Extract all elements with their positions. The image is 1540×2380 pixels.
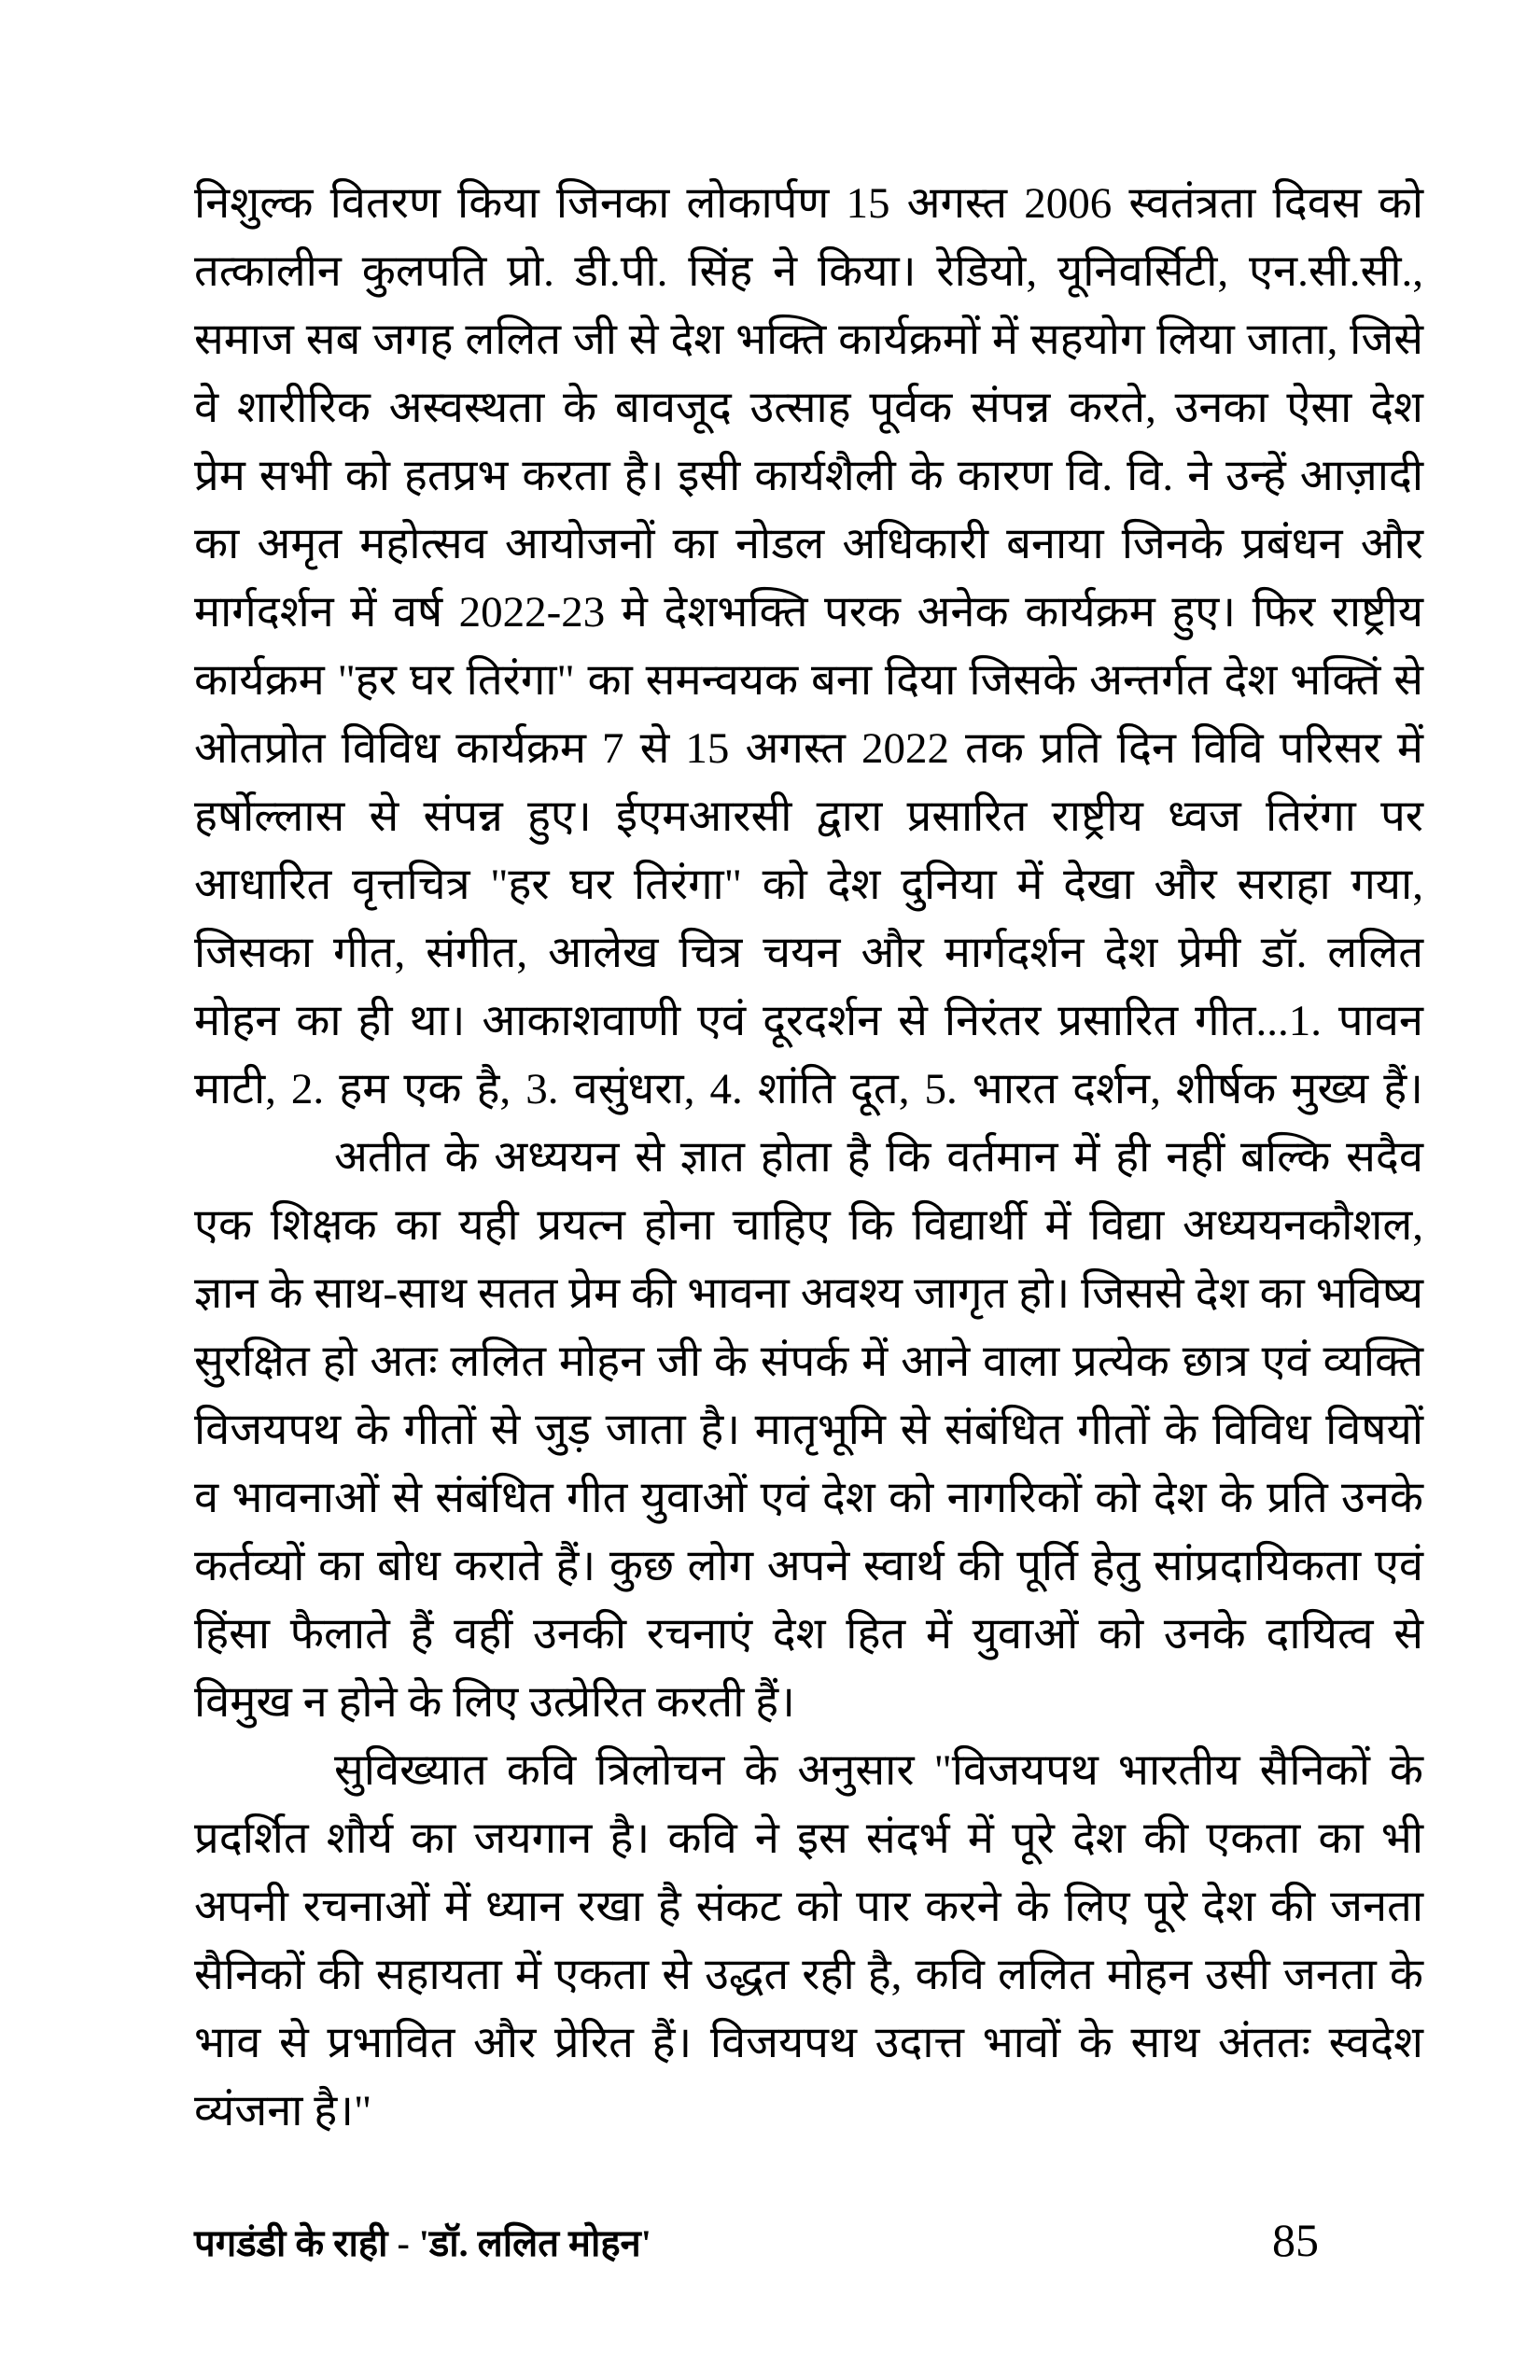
text-line: जिसका गीत, संगीत, आलेख चित्र चयन और मार्गदर्शन देश प्रेमी डॉ. ललित — [194, 929, 1423, 977]
text-line: सुरक्षित हो अतः ललित मोहन जी के संपर्क में आने वाला प्रत्येक छात्र एवं व्यक्ति — [194, 1337, 1423, 1386]
text-line: तत्कालीन कुलपति प्रो. डी.पी. सिंह ने किया। रेडियो, यूनिवर्सिटी, एन.सी.सी., — [194, 247, 1423, 296]
text-line: निशुल्क वितरण किया जिनका लोकार्पण 15 अगस्त 2006 स्वतंत्रता दिवस को — [194, 179, 1423, 228]
text-line: सुविख्यात कवि त्रिलोचन के अनुसार "विजयपथ भारतीय सैनिकों के — [334, 1746, 1423, 1795]
text-line: विमुख न होने के लिए उत्प्रेरित करती हैं। — [194, 1678, 795, 1727]
text-line: मोहन का ही था। आकाशवाणी एवं दूरदर्शन से निरंतर प्रसारित गीत...1. पावन — [194, 997, 1423, 1045]
text-line: माटी, 2. हम एक है, 3. वसुंधरा, 4. शांति दूत, 5. भारत दर्शन, शीर्षक मुख्य हैं। — [194, 1065, 1423, 1113]
text-line: एक शिक्षक का यही प्रयत्न होना चाहिए कि विद्यार्थी में विद्या अध्ययनकौशल, — [194, 1201, 1423, 1250]
text-line: सैनिकों की सहायता में एकता से उद्धत रही है, कवि ललित मोहन उसी जनता के — [194, 1951, 1423, 1999]
text-line: मार्गदर्शन में वर्ष 2022-23 मे देशभक्ति परक अनेक कार्यक्रम हुए। फिर राष्ट्रीय — [194, 588, 1423, 637]
text-line: कर्तव्यों का बोध कराते हैं। कुछ लोग अपने स्वार्थ की पूर्ति हेतु सांप्रदायिकता एवं — [194, 1542, 1423, 1590]
text-line: हिंसा फैलाते हैं वहीं उनकी रचनाएं देश हित में युवाओं को उनके दायित्व से — [194, 1610, 1423, 1659]
paragraph-2 — [194, 1124, 1423, 1737]
text-line: प्रदर्शित शौर्य का जयगान है। कवि ने इस संदर्भ में पूरे देश की एकता का भी — [194, 1814, 1423, 1863]
text-line: अपनी रचनाओं में ध्यान रखा है संकट को पार करने के लिए पूरे देश की जनता — [194, 1883, 1423, 1931]
text-line: भाव से प्रभावित और प्रेरित हैं। विजयपथ उदात्त भावों के साथ अंततः स्वदेश — [194, 2019, 1423, 2067]
text-line: कार्यक्रम "हर घर तिरंगा" का समन्वयक बना दिया जिसके अन्तर्गत देश भक्तिं से — [194, 656, 1423, 705]
page-footer — [194, 2214, 1423, 2266]
text-line: विजयपथ के गीतों से जुड़ जाता है। मातृभूमि से संबंधित गीतों के विविध विषयों — [194, 1406, 1423, 1454]
text-line: अतीत के अध्ययन से ज्ञात होता है कि वर्तमान में ही नहीं बल्कि सदैव — [334, 1133, 1423, 1182]
text-line: वे शारीरिक अस्वस्थता के बावजूद उत्साह पूर्वक संपन्न करते, उनका ऐसा देश — [194, 384, 1423, 432]
page-number: 85 — [1272, 2214, 1319, 2266]
body-text — [194, 170, 1423, 2146]
text-line: समाज सब जगह ललित जी से देश भक्ति कार्यक्रमों में सहयोग लिया जाता, जिसे — [194, 315, 1423, 364]
text-line: ओतप्रोत विविध कार्यक्रम 7 से 15 अगस्त 2022 तक प्रति दिन विवि परिसर में — [194, 724, 1423, 773]
text-line: व्यंजना है।" — [194, 2087, 372, 2135]
text-line: ज्ञान के साथ-साथ सतत प्रेम की भावना अवश्य जागृत हो। जिससे देश का भविष्य — [194, 1269, 1423, 1318]
text-line: व भावनाओं से संबंधित गीत युवाओं एवं देश को नागरिकों को देश के प्रति उनके — [194, 1474, 1423, 1522]
text-line: का अमृत महोत्सव आयोजनों का नोडल अधिकारी बनाया जिनके प्रबंधन और — [194, 520, 1423, 568]
running-footer-book-title: पगडंडी के राही - 'डॉ. ललित मोहन' — [194, 2222, 651, 2264]
text-line: आधारित वृत्तचित्र "हर घर तिरंगा" को देश दुनिया में देखा और सराहा गया, — [194, 861, 1423, 909]
paragraph-3 — [194, 1737, 1423, 2146]
text-line: प्रेम सभी को हतप्रभ करता है। इसी कार्यशैली के कारण वि. वि. ने उन्हें आज़ादी — [194, 452, 1423, 500]
paragraph-1 — [194, 170, 1423, 1124]
text-line: हर्षोल्लास से संपन्न हुए। ईएमआरसी द्वारा प्रसारित राष्ट्रीय ध्वज तिरंगा पर — [194, 792, 1423, 841]
